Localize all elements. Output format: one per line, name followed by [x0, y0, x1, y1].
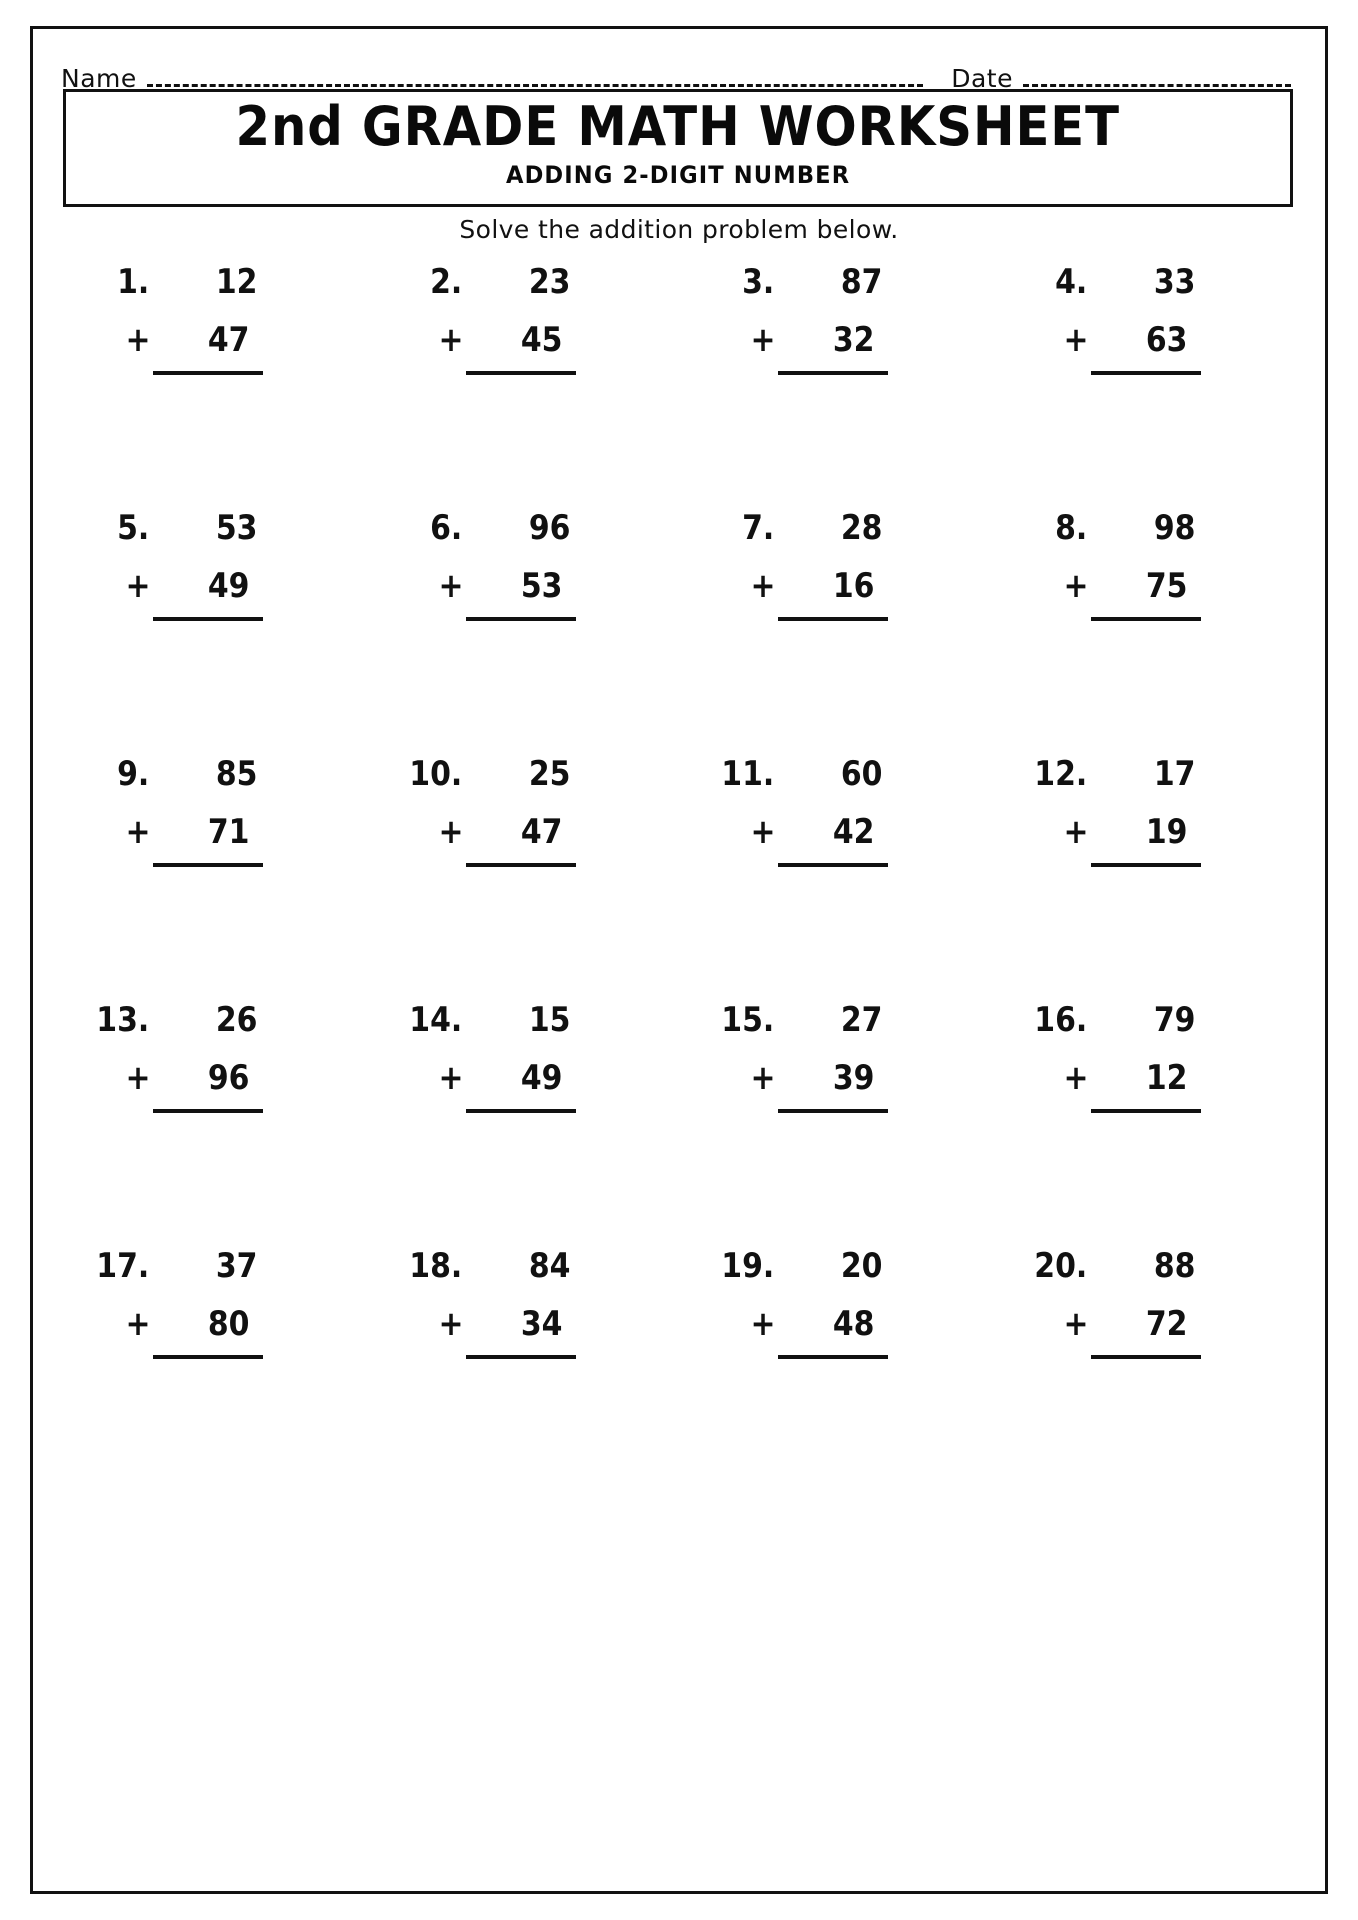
addend-top: 84 — [528, 1246, 570, 1286]
plus-icon: + — [438, 320, 464, 360]
problem-item — [680, 262, 993, 511]
answer-line[interactable] — [1091, 371, 1201, 375]
addend-top: 12 — [215, 262, 258, 302]
problem-top-row — [404, 508, 576, 548]
plus-icon: + — [1063, 812, 1089, 852]
addend-bottom: 63 — [1145, 320, 1187, 360]
addend-top: 96 — [528, 508, 570, 548]
problem-item — [993, 1246, 1306, 1495]
problem-item — [680, 508, 993, 757]
date-input-line[interactable] — [1023, 84, 1291, 87]
problem-number: 1. — [117, 262, 150, 302]
plus-icon: + — [125, 566, 151, 606]
plus-icon: + — [438, 1304, 464, 1344]
problem-bottom-row — [113, 566, 255, 606]
answer-line[interactable] — [778, 1109, 888, 1113]
problem-item — [993, 508, 1306, 757]
addend-bottom: 12 — [1145, 1058, 1187, 1098]
addend-top: 37 — [215, 1246, 258, 1286]
problem-item — [993, 1000, 1306, 1249]
problem-number: 12. — [1033, 754, 1087, 794]
problem-number: 11. — [721, 754, 775, 794]
addend-top: 79 — [1153, 1000, 1195, 1040]
plus-icon: + — [750, 1304, 776, 1344]
problem-item — [368, 262, 681, 511]
answer-line[interactable] — [153, 371, 263, 375]
problem-item — [55, 1246, 368, 1495]
addend-top: 20 — [840, 1246, 883, 1286]
problem-item — [55, 262, 368, 511]
addend-top: 53 — [215, 508, 258, 548]
title-box — [63, 89, 1293, 207]
plus-icon: + — [750, 1058, 776, 1098]
addend-bottom: 47 — [520, 812, 562, 852]
plus-icon: + — [1063, 1058, 1089, 1098]
date-label: Date — [951, 64, 1013, 93]
problem-item — [993, 754, 1306, 1003]
addend-bottom: 49 — [207, 566, 250, 606]
addend-bottom: 53 — [520, 566, 562, 606]
answer-line[interactable] — [778, 617, 888, 621]
problem-top-row — [716, 262, 888, 302]
problem-item — [680, 1246, 993, 1495]
plus-icon: + — [438, 1058, 464, 1098]
addend-bottom: 42 — [832, 812, 875, 852]
problem-bottom-row — [426, 812, 568, 852]
addend-bottom: 75 — [1145, 566, 1187, 606]
problem-bottom-row — [738, 566, 880, 606]
problem-number: 17. — [96, 1246, 150, 1286]
plus-icon: + — [125, 1058, 151, 1098]
problem-bottom-row — [426, 566, 568, 606]
problem-item — [680, 1000, 993, 1249]
plus-icon: + — [438, 812, 464, 852]
problem-top-row — [91, 754, 263, 794]
problem-item — [368, 1000, 681, 1249]
addend-top: 60 — [840, 754, 883, 794]
worksheet-content — [33, 29, 1325, 1891]
answer-line[interactable] — [466, 863, 576, 867]
addend-bottom: 34 — [520, 1304, 562, 1344]
problem-item — [368, 1246, 681, 1495]
problem-bottom-row — [113, 812, 255, 852]
problem-item — [55, 508, 368, 757]
problem-top-row — [404, 754, 576, 794]
problem-top-row — [1029, 508, 1201, 548]
problem-bottom-row — [426, 1304, 568, 1344]
plus-icon: + — [125, 320, 151, 360]
addend-top: 33 — [1153, 262, 1195, 302]
answer-line[interactable] — [466, 371, 576, 375]
problem-number: 10. — [408, 754, 462, 794]
problem-number: 16. — [1033, 1000, 1087, 1040]
answer-line[interactable] — [778, 863, 888, 867]
addend-bottom: 48 — [832, 1304, 875, 1344]
problem-bottom-row — [738, 812, 880, 852]
problem-top-row — [404, 1000, 576, 1040]
instruction-text: Solve the addition problem below. — [459, 215, 899, 244]
addend-bottom: 39 — [832, 1058, 875, 1098]
problem-item — [368, 754, 681, 1003]
addend-top: 27 — [840, 1000, 883, 1040]
problem-item — [680, 754, 993, 1003]
addend-top: 87 — [840, 262, 883, 302]
problem-item — [368, 508, 681, 757]
problem-item — [55, 1000, 368, 1249]
addend-bottom: 96 — [207, 1058, 250, 1098]
problem-number: 18. — [408, 1246, 462, 1286]
answer-line[interactable] — [153, 1355, 263, 1359]
answer-line[interactable] — [1091, 617, 1201, 621]
problem-number: 3. — [742, 262, 775, 302]
problem-bottom-row — [1051, 1058, 1193, 1098]
plus-icon: + — [750, 566, 776, 606]
problem-top-row — [91, 1246, 263, 1286]
problem-top-row — [404, 1246, 576, 1286]
problem-bottom-row — [1051, 566, 1193, 606]
plus-icon: + — [125, 1304, 151, 1344]
addend-bottom: 72 — [1145, 1304, 1187, 1344]
addend-top: 23 — [528, 262, 570, 302]
plus-icon: + — [1063, 566, 1089, 606]
problem-bottom-row — [738, 1058, 880, 1098]
answer-line[interactable] — [153, 617, 263, 621]
problem-top-row — [1029, 754, 1201, 794]
problem-top-row — [716, 1000, 888, 1040]
addend-bottom: 71 — [207, 812, 250, 852]
worksheet-title: 2nd GRADE MATH WORKSHEET — [235, 95, 1121, 158]
problem-top-row — [716, 754, 888, 794]
problem-bottom-row — [426, 1058, 568, 1098]
plus-icon: + — [438, 566, 464, 606]
problem-number: 19. — [721, 1246, 775, 1286]
problem-bottom-row — [113, 1058, 255, 1098]
addend-bottom: 19 — [1145, 812, 1187, 852]
problem-bottom-row — [426, 320, 568, 360]
problem-top-row — [716, 1246, 888, 1286]
answer-line[interactable] — [1091, 1109, 1201, 1113]
addend-bottom: 32 — [832, 320, 875, 360]
problem-number: 7. — [742, 508, 775, 548]
plus-icon: + — [750, 812, 776, 852]
problem-top-row — [404, 262, 576, 302]
problem-bottom-row — [1051, 812, 1193, 852]
addend-bottom: 80 — [207, 1304, 250, 1344]
problem-number: 14. — [408, 1000, 462, 1040]
addend-top: 28 — [840, 508, 883, 548]
addend-bottom: 47 — [207, 320, 250, 360]
problem-bottom-row — [738, 1304, 880, 1344]
problem-number: 15. — [721, 1000, 775, 1040]
problem-bottom-row — [113, 320, 255, 360]
problem-number: 5. — [117, 508, 150, 548]
problem-number: 4. — [1054, 262, 1087, 302]
problem-top-row — [91, 1000, 263, 1040]
plus-icon: + — [750, 320, 776, 360]
addend-bottom: 45 — [520, 320, 562, 360]
answer-line[interactable] — [1091, 1355, 1201, 1359]
problem-bottom-row — [1051, 1304, 1193, 1344]
problem-item — [55, 754, 368, 1003]
plus-icon: + — [125, 812, 151, 852]
problem-number: 2. — [429, 262, 462, 302]
problem-top-row — [91, 508, 263, 548]
addend-bottom: 16 — [832, 566, 875, 606]
problem-item — [993, 262, 1306, 511]
addend-top: 17 — [1153, 754, 1195, 794]
addend-top: 98 — [1153, 508, 1195, 548]
problem-number: 20. — [1033, 1246, 1087, 1286]
problem-top-row — [716, 508, 888, 548]
problem-bottom-row — [1051, 320, 1193, 360]
addend-top: 25 — [528, 754, 570, 794]
answer-line[interactable] — [153, 1109, 263, 1113]
answer-line[interactable] — [466, 1109, 576, 1113]
addend-top: 88 — [1153, 1246, 1195, 1286]
problem-top-row — [1029, 1246, 1201, 1286]
problem-bottom-row — [738, 320, 880, 360]
answer-line[interactable] — [153, 863, 263, 867]
answer-line[interactable] — [778, 371, 888, 375]
plus-icon: + — [1063, 320, 1089, 360]
plus-icon: + — [1063, 1304, 1089, 1344]
addend-top: 85 — [215, 754, 258, 794]
worksheet-subtitle: ADDING 2-DIGIT NUMBER — [505, 161, 851, 189]
answer-line[interactable] — [466, 1355, 576, 1359]
addend-top: 26 — [215, 1000, 258, 1040]
problem-number: 13. — [96, 1000, 150, 1040]
problem-number: 9. — [117, 754, 150, 794]
problem-top-row — [91, 262, 263, 302]
problem-grid — [55, 262, 1305, 1495]
problem-number: 6. — [429, 508, 462, 548]
problem-bottom-row — [113, 1304, 255, 1344]
name-label: Name — [61, 64, 137, 93]
answer-line[interactable] — [778, 1355, 888, 1359]
problem-number: 8. — [1054, 508, 1087, 548]
addend-top: 15 — [528, 1000, 570, 1040]
answer-line[interactable] — [1091, 863, 1201, 867]
addend-bottom: 49 — [520, 1058, 562, 1098]
name-input-line[interactable] — [147, 84, 923, 87]
problem-top-row — [1029, 1000, 1201, 1040]
answer-line[interactable] — [466, 617, 576, 621]
problem-top-row — [1029, 262, 1201, 302]
